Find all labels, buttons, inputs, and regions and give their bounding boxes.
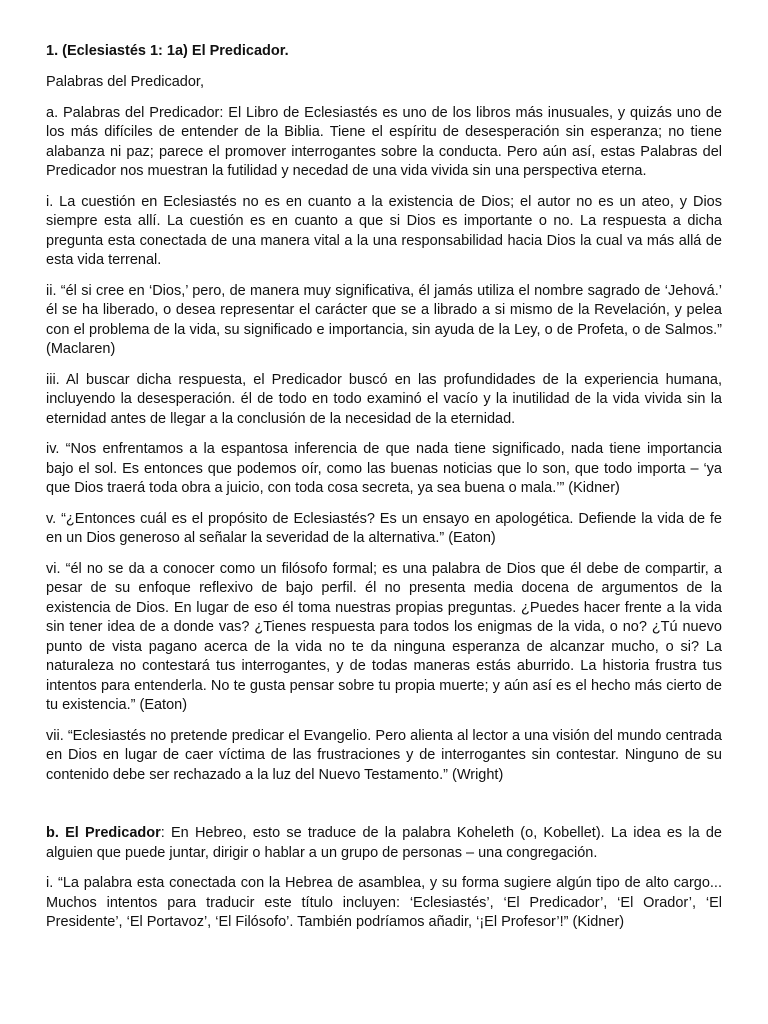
paragraph-ii: ii. “él si cree en ‘Dios,’ pero, de manera muy significativa, él jamás utiliza el nombre sagrado de ‘Jehová.’ él se ha liberado, o desea representar el carácter que se a librado a si mismo de la Revelación, y pelea con el problema de la vida, su significado e importancia, sin ayuda de la Ley, o de Profeta, o de Salmos.” (Maclaren) — [46, 282, 722, 357]
section-spacer — [46, 796, 722, 824]
paragraph-a: a. Palabras del Predicador: El Libro de Eclesiastés es uno de los libros más inusuales, y quizás uno de los más difíciles de entender de la Biblia. Tiene el espíritu de desesperación sin esperanza; no tiene alabanza ni paz; parece el promover interrogantes sobre la conducta. Pero aún así, estas Palabras del Predicador nos muestran la futilidad y necedad de una vida vivida sin una perspectiva eterna. — [46, 104, 722, 179]
section-heading: 1. (Eclesiastés 1: 1a) El Predicador. — [46, 43, 289, 59]
paragraph-i: i. La cuestión en Eclesiastés no es en cuanto a la existencia de Dios; el autor no es un ateo, y Dios siempre esta allí. La cuestión es en cuanto a que si Dios es importante o no. La respuesta a dicha pregunta esta conectada de una manera vital a la una responsabilidad hacia Dios la cual va más allá de esta vida terrenal. — [46, 193, 722, 268]
intro-paragraph: Palabras del Predicador, — [46, 74, 204, 90]
paragraph-b-text: : En Hebreo, esto se traduce de la palabra Koheleth (o, Kobellet). La idea es la de alguien que puede juntar, dirigir o hablar a un grupo de personas – una congregación. — [46, 825, 722, 861]
paragraph-vi: vi. “él no se da a conocer como un filósofo formal; es una palabra de Dios que él debe de compartir, a pesar de su enfoque reflexivo de bajo perfil. él no presenta media docena de argumentos de la existencia de Dios. En lugar de eso él toma nuestras propias preguntas. ¿Puedes hacer frente a la vida sin tener idea de a donde vas? ¿Tienes respuesta para todos los enigmas de la vida, o no? ¿Tú nuevo punto de vista pagano acerca de la vida no te da ninguna esperanza de alcanzar mucho, o si? La naturaleza no contestará tus interrogantes, y de todas maneras estás aburrido. La historia frustra tus intentos para entenderla. No te gusta pensar sobre tu propia muerte; y aún así es el hecho más cierto de tu existencia.” (Eaton) — [46, 560, 722, 713]
paragraph-iii: iii. Al buscar dicha respuesta, el Predicador buscó en las profundidades de la experiencia humana, incluyendo la desesperación. él de todo en todo examinó el vacío y la inutilidad de la vida vivida sin la eternidad antes de llegar a la conclusión de la necesidad de la eternidad. — [46, 371, 722, 427]
document-page — [46, 42, 722, 944]
paragraph-vii: vii. “Eclesiastés no pretende predicar el Evangelio. Pero alienta al lector a una visión del mundo centrada en Dios en lugar de caer víctima de las frustraciones y de interrogantes sin contestar. Ninguno de su contenido debe ser rechazado a la luz del Nuevo Testamento.” (Wright) — [46, 727, 722, 783]
paragraph-v: v. “¿Entonces cuál es el propósito de Eclesiastés? Es un ensayo en apologética. Defiende la vida de fe en un Dios generoso al señalar la severidad de la alternativa.” (Eaton) — [46, 510, 722, 546]
paragraph-b — [46, 824, 722, 863]
paragraph-b-i: i. “La palabra esta conectada con la Hebrea de asamblea, y su forma sugiere algún tipo de alto cargo... Muchos intentos para traducir este título incluyen: ‘Eclesiastés’, ‘El Predicador’, ‘El Orador’, ‘El Presidente’, ‘El Portavoz’, ‘El Filósofo’. También podríamos añadir, ‘¡El Profesor’!” (Kidner) — [46, 875, 722, 930]
paragraph-iv: iv. “Nos enfrentamos a la espantosa inferencia de que nada tiene significado, nada tiene importancia bajo el sol. Es entonces que podemos oír, como las buenas noticias que lo son, que todo importa – ‘ya que Dios traerá toda obra a juicio, con toda cosa secreta, ya sea buena o mala.’” (Kidner) — [46, 441, 722, 496]
paragraph-b-label: b. El Predicador — [46, 825, 161, 841]
